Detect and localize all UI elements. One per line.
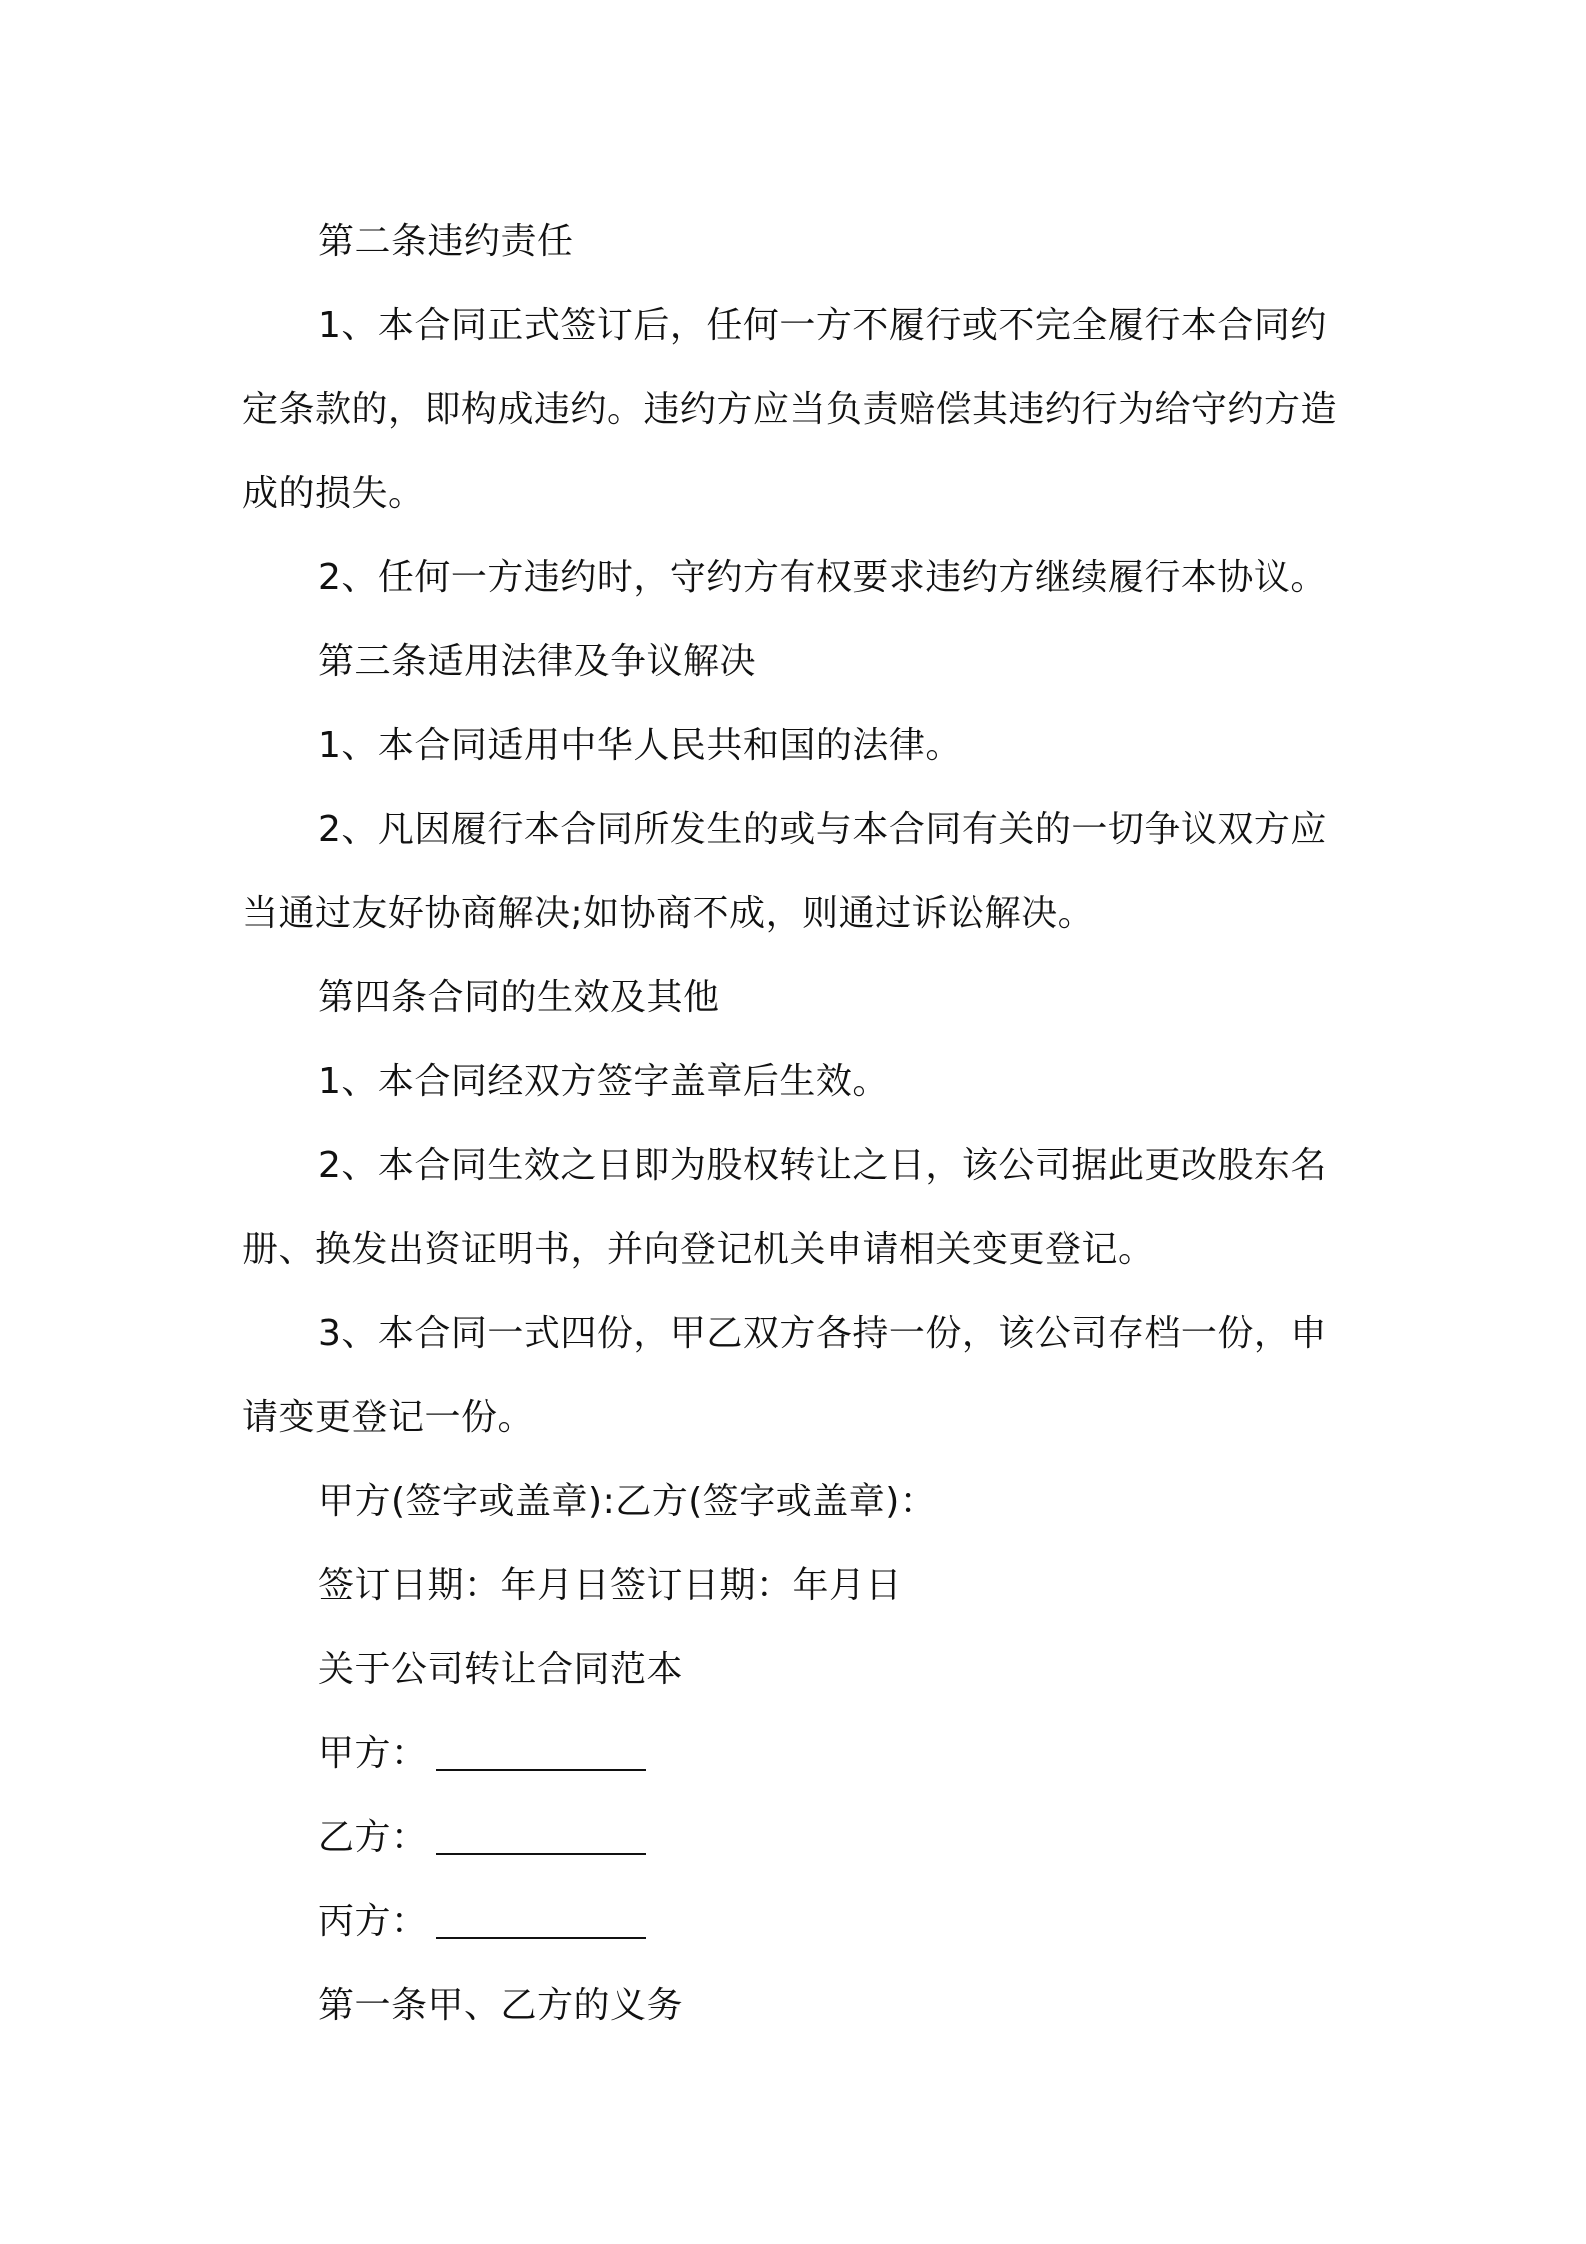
party-a-blank	[436, 1739, 646, 1771]
paragraph-line: 册、换发出资证明书，并向登记机关申请相关变更登记。	[242, 1229, 1155, 1270]
party-a-line	[242, 1712, 1352, 1796]
party-b-label: 乙方：	[318, 1817, 428, 1858]
heading-article-4: 第四条合同的生效及其他	[318, 977, 720, 1018]
paragraph-line: 请变更登记一份。	[242, 1397, 535, 1438]
paragraph-line: 2、本合同生效之日即为股权转让之日，该公司据此更改股东名	[318, 1145, 1327, 1186]
paragraph-line: 1、本合同经双方签字盖章后生效。	[318, 1061, 889, 1102]
party-c-label: 丙方：	[318, 1901, 428, 1942]
party-a-label: 甲方：	[318, 1733, 428, 1774]
template-title: 关于公司转让合同范本	[318, 1649, 684, 1690]
paragraph-line: 1、本合同适用中华人民共和国的法律。	[318, 725, 962, 766]
signature-line: 甲方(签字或盖章):乙方(签字或盖章)：	[318, 1481, 937, 1522]
signing-date-line: 签订日期：年月日签订日期：年月日	[318, 1565, 903, 1606]
paragraph-line: 1、本合同正式签订后，任何一方不履行或不完全履行本合同约	[318, 305, 1327, 346]
paragraph-line: 成的损失。	[242, 473, 425, 514]
document-body	[242, 200, 1352, 2048]
heading-article-1: 第一条甲、乙方的义务	[318, 1985, 684, 2026]
paragraph-line: 定条款的，即构成违约。违约方应当负责赔偿其违约行为给守约方造	[242, 389, 1338, 430]
paragraph-line: 2、凡因履行本合同所发生的或与本合同有关的一切争议双方应	[318, 809, 1327, 850]
party-c-line	[242, 1880, 1352, 1964]
heading-article-3: 第三条适用法律及争议解决	[318, 641, 757, 682]
paragraph-line: 3、本合同一式四份，甲乙双方各持一份，该公司存档一份，申	[318, 1313, 1327, 1354]
paragraph-line: 2、任何一方违约时，守约方有权要求违约方继续履行本协议。	[318, 557, 1327, 598]
party-b-blank	[436, 1823, 646, 1855]
party-c-blank	[436, 1907, 646, 1939]
heading-article-2: 第二条违约责任	[318, 221, 574, 262]
party-b-line	[242, 1796, 1352, 1880]
paragraph-line: 当通过友好协商解决;如协商不成，则通过诉讼解决。	[242, 893, 1095, 934]
